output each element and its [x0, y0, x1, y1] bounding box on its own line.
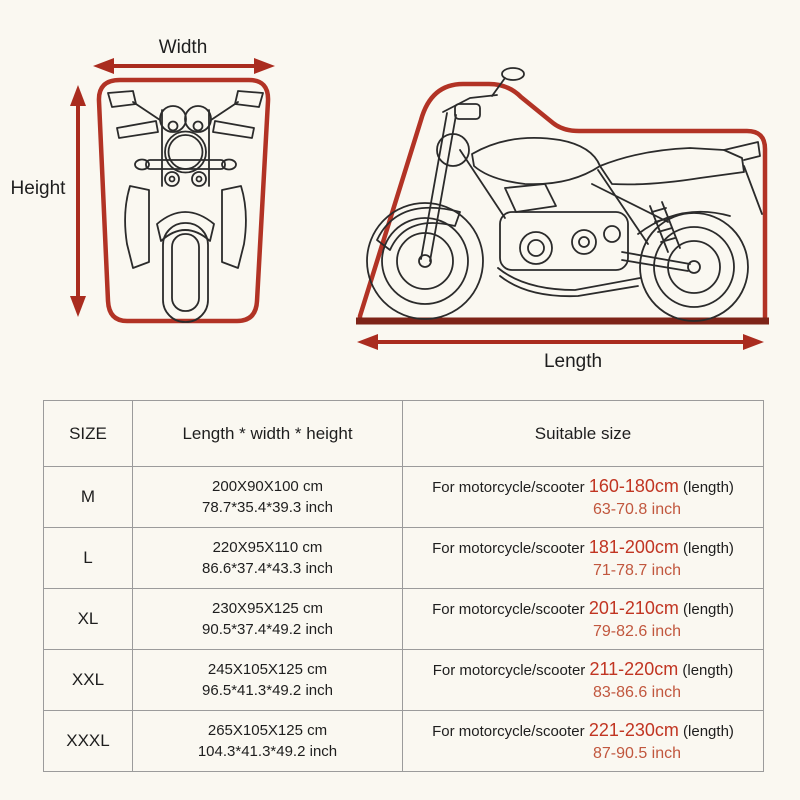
suitable-prefix: For motorcycle/scooter — [432, 479, 585, 497]
instrument-cluster — [455, 104, 480, 119]
suitable-line — [403, 719, 763, 742]
suitable-prefix: For motorcycle/scooter — [432, 540, 585, 558]
width-label: Width — [158, 37, 208, 58]
dimensions-cell — [133, 711, 403, 772]
motorcycle-front-drawing — [108, 91, 263, 322]
frame-downtube — [460, 150, 505, 218]
suitable-range-cm: 211-220cm — [589, 659, 679, 680]
front-tire — [163, 223, 208, 322]
suitable-suffix: (length) — [683, 723, 734, 741]
dimensions-inch: 90.5*37.4*49.2 inch — [202, 621, 333, 638]
table-row-xl — [44, 589, 764, 650]
handlebar-left — [117, 121, 158, 138]
suitable-cell — [403, 467, 764, 528]
mirror-right — [235, 91, 263, 107]
suitable-cell — [403, 711, 764, 772]
suitable-suffix: (length) — [683, 601, 734, 619]
suitable-range-cm: 160-180cm — [588, 476, 679, 497]
dimensions-inch: 86.6*37.4*43.3 inch — [202, 560, 333, 577]
table-header-row — [44, 401, 764, 467]
suitable-range-inch: 71-78.7 inch — [592, 561, 682, 579]
front-wheel — [367, 203, 483, 319]
suitable-cell — [403, 650, 764, 711]
light-small-right — [192, 172, 206, 186]
headlight-side — [437, 134, 469, 166]
dimensions-cell — [133, 467, 403, 528]
dimensions-inch: 104.3*41.3*49.2 inch — [197, 743, 338, 760]
suitable-line — [403, 597, 763, 620]
size-cell: M — [44, 467, 133, 528]
height-label: Height — [10, 178, 66, 199]
col-header-size: SIZE — [44, 401, 133, 467]
table-row-l — [44, 528, 764, 589]
size-table — [43, 400, 764, 772]
suitable-range-cm: 181-200cm — [588, 537, 679, 558]
suitable-range-cm: 201-210cm — [588, 598, 679, 619]
dimensions-cm: 220X95X110 cm — [212, 538, 323, 556]
mirror-right-stem — [211, 102, 238, 120]
cover-outline-front — [99, 80, 268, 321]
crossbar — [146, 160, 225, 169]
seat-tail — [600, 148, 744, 184]
size-cell: L — [44, 528, 133, 589]
gauge-left — [160, 106, 186, 132]
side-panel — [505, 184, 556, 212]
table-row-m — [44, 467, 764, 528]
engine-cover — [520, 232, 552, 264]
length-arrow — [357, 334, 764, 350]
dimensions-inch: 78.7*35.4*39.3 inch — [202, 499, 333, 516]
rear-fender — [638, 212, 730, 234]
suitable-prefix: For motorcycle/scooter — [432, 601, 585, 619]
col-header-dimensions: Length * width * height — [133, 401, 403, 467]
dimensions-cell — [133, 650, 403, 711]
dimensions-cm: 245X105X125 cm — [207, 660, 328, 678]
col-header-suitable: Suitable size — [403, 401, 764, 467]
rear-stick — [744, 166, 762, 214]
suitable-suffix: (length) — [683, 479, 734, 497]
suitable-line — [403, 658, 763, 681]
suitable-line — [403, 475, 763, 498]
dimensions-cm: 265X105X125 cm — [207, 721, 328, 739]
length-label: Length — [543, 351, 603, 372]
light-small-left — [165, 172, 179, 186]
suitable-cell — [403, 589, 764, 650]
size-cell: XL — [44, 589, 133, 650]
dimensions-cm: 200X90X100 cm — [212, 477, 323, 495]
front-view — [11, 37, 275, 322]
suitable-suffix: (length) — [683, 540, 734, 558]
suitable-range-inch: 79-82.6 inch — [592, 622, 682, 640]
suitable-range-inch: 83-86.6 inch — [592, 683, 682, 701]
height-arrow — [70, 85, 86, 317]
handlebar-right — [213, 121, 254, 138]
dimensions-cell — [133, 528, 403, 589]
dimensions-cm: 230X95X125 cm — [212, 599, 323, 617]
table-row-xxxl — [44, 711, 764, 772]
body-right — [222, 186, 246, 268]
suitable-suffix: (length) — [682, 662, 734, 680]
fuel-tank — [472, 138, 600, 184]
dimensions-cell — [133, 589, 403, 650]
width-arrow — [93, 58, 275, 74]
suitable-prefix: For motorcycle/scooter — [432, 723, 585, 741]
suitable-line — [403, 536, 763, 559]
mirror-left — [108, 91, 136, 107]
body-left — [125, 186, 149, 268]
suitable-prefix: For motorcycle/scooter — [432, 662, 586, 680]
headlight — [169, 135, 203, 169]
suitable-range-inch: 63-70.8 inch — [592, 500, 682, 518]
dimensions-inch: 96.5*41.3*49.2 inch — [202, 682, 333, 699]
size-cell: XXL — [44, 650, 133, 711]
suitable-cell — [403, 528, 764, 589]
mirror-side — [502, 68, 524, 80]
rear-wheel — [640, 213, 748, 321]
table-row-xxl — [44, 650, 764, 711]
suitable-range-cm: 221-230cm — [588, 720, 679, 741]
size-cell: XXXL — [44, 711, 133, 772]
gauge-right — [185, 106, 211, 132]
side-view — [356, 68, 769, 372]
suitable-range-inch: 87-90.5 inch — [592, 744, 682, 762]
mirror-left-stem — [133, 102, 160, 120]
